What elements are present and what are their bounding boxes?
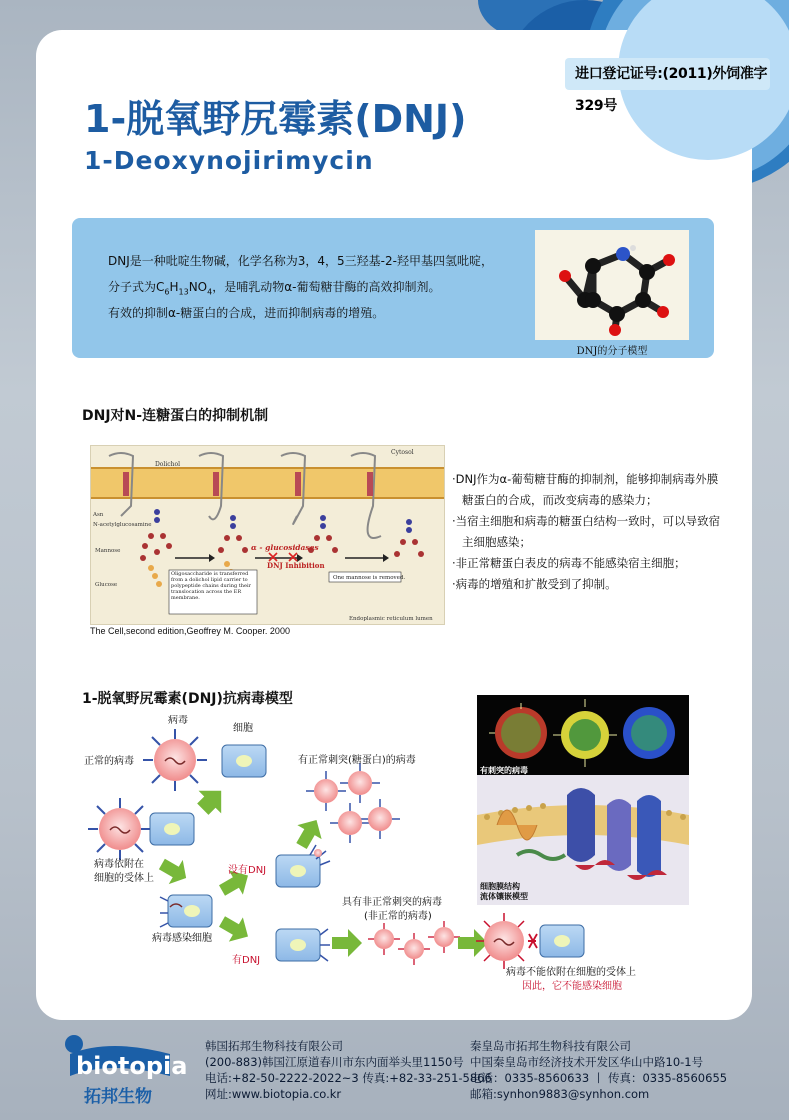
attached-label-2: 细胞的受体上 (94, 873, 154, 884)
cell-label: 细胞 (233, 723, 253, 734)
normal-virus-label: 正常的病毒 (84, 756, 134, 767)
mannose-label: Mannose (95, 548, 121, 554)
molecule-model-image (535, 230, 689, 340)
asn-label: Asn (93, 512, 104, 518)
spiked-virus-photo (477, 695, 689, 775)
membrane-label: 细胞膜结构 (480, 882, 520, 891)
glucosidases-label: α - glucosidases (251, 543, 319, 552)
mutant-virus-label: 有正常刺突(糖蛋白)的病毒 (298, 755, 416, 766)
intro-line: DNJ是一种吡啶生物碱，化学名称为3，4，5三羟基-2-羟甲基四氢吡啶， (108, 254, 493, 268)
bullet-text: 糖蛋白的合成，而改变病毒的感染力； (462, 493, 658, 507)
page-title: 1-脱氧野尻霉素(DNJ) (84, 97, 467, 141)
china-email[interactable]: 邮箱:synhon9883@synhon.com (470, 1087, 650, 1101)
cytosol-label: Cytosol (391, 449, 414, 456)
one-mannose-note: One mannose is removed. (333, 575, 406, 581)
dolichol-label: Dolichol (155, 461, 181, 468)
bullet-text: ·病毒的增殖和扩散受到了抑制。 (452, 577, 617, 591)
korea-phone: 电话:+82-50-2222-2022~3 传真:+82-33-251-5866 (205, 1071, 492, 1085)
with-dnj-label: 有DNJ (232, 955, 261, 966)
spiked-virus-label: 有刺突的病毒 (480, 766, 528, 775)
virus-label: 病毒 (168, 715, 188, 726)
glycoprotein-mechanism-figure (90, 445, 445, 625)
flow-arrow-icon (191, 779, 232, 820)
cell-icon (222, 745, 266, 777)
flow-arrow-icon (332, 929, 362, 957)
attached-virus-icon (88, 798, 194, 860)
cell-membrane-figure (477, 775, 689, 905)
flow-arrow-icon (458, 929, 488, 957)
molecule-caption: DNJ的分子模型 (576, 346, 648, 357)
no-dnj-label: 没有DNJ (228, 865, 267, 876)
logo-cn-text: 拓邦生物 (84, 1087, 152, 1107)
flow-arrow-icon (289, 813, 328, 853)
abnormal-virus-cluster-icon (368, 921, 460, 965)
intro-panel (72, 218, 714, 358)
infect-label: 病毒感染细胞 (152, 933, 212, 944)
korea-address: (200-883)韩国江原道春川市东内面举头里1150号 (205, 1055, 464, 1069)
china-address: 中国秦皇岛市经济技术开发区华山中路10-1号 (470, 1055, 704, 1069)
flow-arrow-icon (155, 852, 193, 890)
logo-text: biotopia (76, 1052, 188, 1080)
infected-cell-icon (160, 895, 212, 927)
virus-cluster-icon (306, 763, 400, 843)
figure-citation: The Cell,second edition,Geoffrey M. Cooper. 2000 (90, 626, 290, 636)
intro-line: 分子式为$C_6H_{13}NO_4$，是哺乳动物α-葡萄糖苷酶的高效抑制剂。 (108, 280, 441, 297)
model-title: 1-脱氧野尻霉素(DNJ)抗病毒模型 (82, 691, 293, 707)
dnj-inhibition-label: DNJ Inhibition (267, 561, 325, 570)
korea-company: 韩国拓邦生物科技有限公司 (205, 1039, 343, 1053)
oligosaccharide-note: Oligosaccharide is transferred from a dolichol lipid carrier to polypeptide chains during their translocation across the ER membrane. (171, 571, 251, 601)
er-lumen-label: Endoplasmic reticulum lumen (349, 616, 433, 622)
flow-arrow-icon (215, 909, 255, 948)
therefore-label: 因此，它不能感染细胞 (522, 981, 622, 992)
glucose-label: Glucose (95, 582, 118, 588)
bullet-text: 主细胞感染； (462, 535, 531, 549)
abnormal-virus-label-2: (非正常的病毒) (364, 911, 432, 922)
registration-number: 进口登记证号:(2011)外饲准字329号 (565, 58, 770, 90)
nacetyl-label: N-acetylglucosamine (93, 522, 152, 528)
membrane-label-2: 流体镶嵌模型 (480, 892, 528, 901)
korea-website[interactable]: 网址:www.biotopia.co.kr (205, 1087, 342, 1101)
infected-cell-icon (276, 845, 330, 887)
page-subtitle: 1-Deoxynojirimycin (84, 146, 374, 175)
virus-icon (143, 729, 207, 791)
bullet-text: ·非正常糖蛋白表皮的病毒不能感染宿主细胞； (452, 556, 686, 570)
biotopia-logo (60, 1030, 188, 1110)
cannot-attach-label: 病毒不能依附在细胞的受体上 (506, 967, 636, 978)
abnormal-virus-label: 具有非正常刺突的病毒 (342, 897, 442, 908)
intro-line: 有效的抑制α-糖蛋白的合成，进而抑制病毒的增殖。 (108, 306, 385, 320)
infected-cell-icon (276, 929, 330, 961)
rejected-virus-icon (476, 913, 584, 969)
china-phone: 电话：0335-8560633 丨 传真：0335-8560655 (470, 1071, 728, 1085)
mechanism-title: DNJ对N-连糖蛋白的抑制机制 (82, 408, 269, 424)
bullet-text: ·当宿主细胞和病毒的糖蛋白结构一致时，可以导致宿 (452, 514, 721, 528)
bullet-text: ·DNJ作为α-葡萄糖苷酶的抑制剂，能够抑制病毒外膜 (452, 472, 719, 486)
attached-label: 病毒依附在 (94, 859, 144, 870)
china-company: 秦皇岛市拓邦生物科技有限公司 (470, 1039, 631, 1053)
